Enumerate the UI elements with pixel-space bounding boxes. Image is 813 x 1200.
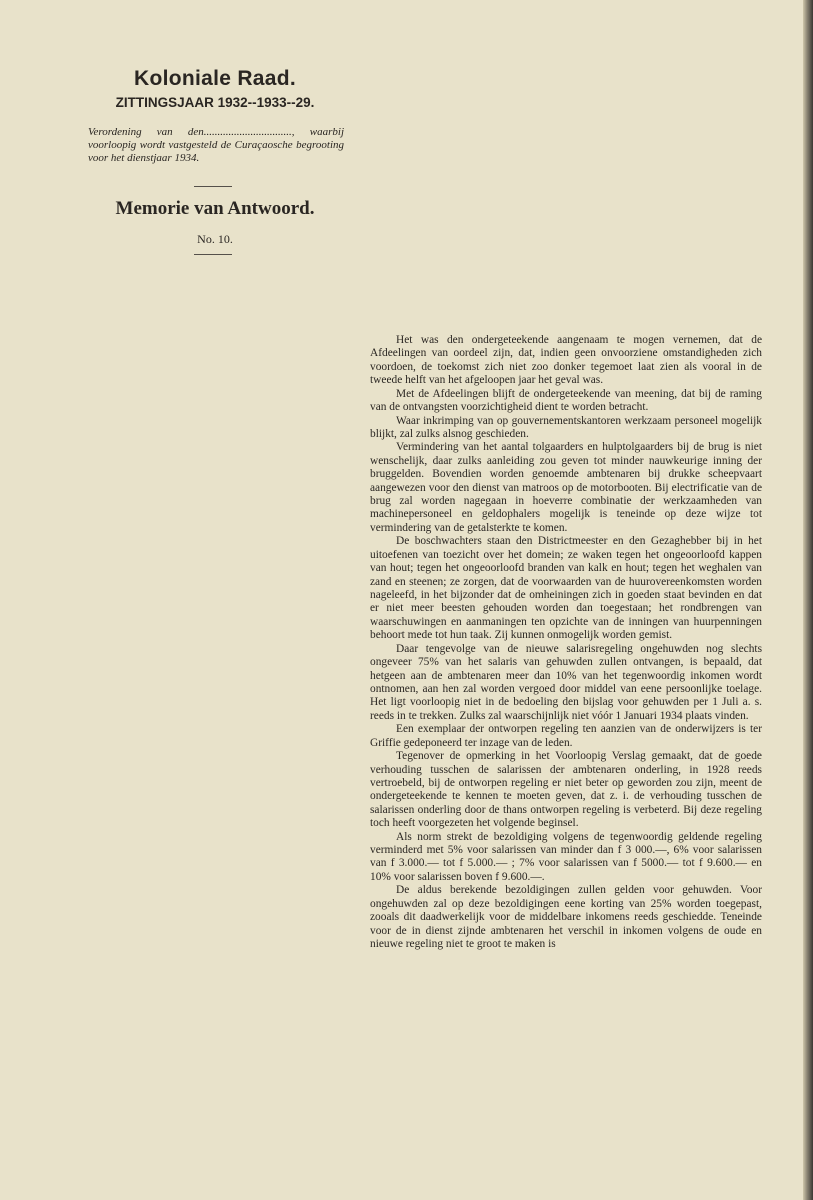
session-year: ZITTINGSJAAR 1932--1933--29. [115,95,315,110]
council-title: Koloniale Raad. [133,67,297,90]
paragraph: Daar tengevolge van de nieuwe salarisregeling ongehuwden nog slechts ongeveer 75% van het salaris van gehuwden zullen ontvangen, is bepaald, dat hetgeen aan de ambtenaren meer dan 10% van het tegenwoordig inkomen wordt ontnomen, aan hen zal worden vergoed door middel van eene persoonlijke toelage. Het ligt voorloopig niet in de bedoeling den bijslag voor gehuwden per 1 Juli a. s. reeds in te trekken. Zulks zal waarschijnlijk niet vóór 1 Januari 1934 plaats vinden. [370,642,762,722]
page-binding-edge [803,0,813,1200]
paragraph: Het was den ondergeteekende aangenaam te mogen vernemen, dat de Afdeelingen van oordeel zijn, dat, indien geen onvoorziene omstandigheden zich voordoen, de toekomst zich niet zoo donker tegemoet laat zien als vooral in de tweede helft van het afgeloopen jaar het geval was. [370,334,762,387]
paragraph: Als norm strekt de bezoldiging volgens de tegenwoordig geldende regeling verminderd met 5% voor salarissen van minder dan f 3 000.—, 6% voor salarissen van f 3.000.— tot f 5.000.— ; 7% voor salarissen van f 5000.— tot f 9.600.— en 10% voor salarissen boven f 9.600.—. [370,830,762,883]
paragraph: Een exemplaar der ontworpen regeling ten aanzien van de onderwijzers is ter Griffie gedeponeerd ter inzage van de leden. [370,723,762,749]
paragraph: Tegenover de opmerking in het Voorloopig Verslag gemaakt, dat de goede verhouding tusschen de salarissen der ambtenaren onderling, in 1928 reeds vertroebeld, bij de ontworpen regeling er niet beter op geworden zou zijn, meent de ondergeteekende te kennen te moeten geven, dat z. i. de verhouding tusschen de salarissen onderling door de thans ontworpen regeling is verbeterd. Bij deze regeling toch heeft voorgezeten het volgende beginsel. [370,750,762,830]
paragraph: De aldus berekende bezoldigingen zullen gelden voor gehuwden. Voor ongehuwden zal op deze bezoldigingen eene korting van 25% worden toegepast, zooals dit daadwerkelijk voor de middelbare inkomens reeds geschiedde. Teneinde voor de in dienst zijnde ambtenaren het verschil in inkomen volgens de oude en nieuwe regeling niet te groot te maken is [370,884,762,950]
memorie-heading: Memorie van Antwoord. [115,198,315,219]
paragraph: Waar inkrimping van op gouvernementskantoren werkzaam personeel mogelijk blijkt, zal zulks alsnog geschieden. [370,414,762,440]
divider-1 [194,186,232,187]
document-number: No. 10. [197,232,233,246]
paragraph: Met de Afdeelingen blijft de ondergeteekende van meening, dat bij de raming van de ontvangsten voorzichtigheid dient te worden betracht. [370,387,762,414]
paragraph: De boschwachters staan den Districtmeester en den Gezaghebber bij in het uitoefenen van toezicht over het domein; ze waken tegen het ongeoorloofd kappen van hout; tegen het ongeoorloofd branden van kalk en hout; tegen het weghalen van zand en steenen; ze zorgen, dat de voorwaarden van de huurovereenkomsten worden nageleefd, in het bijzonder dat de omheiningen zich in goeden staat bevinden en dat er niet meer beesten gehouden worden dan toegestaan; het rondbrengen van waarschuwingen en aanmaningen ten opzichte van de inningen van huurpenningen behoort mede tot hun taak. Zij kunnen onmogelijk worden gemist. [370,535,762,642]
divider-2 [194,254,232,255]
paragraph: Vermindering van het aantal tolgaarders en hulptolgaarders bij de brug is niet wenschelijk, daar zulks aanleiding zou geven tot minder nauwkeurige inning der bruggelden. Bovendien worden genoemde ambtenaren bij drukke scheepvaart aangewezen voor den dienst van matroos op de motorbooten. Bij electrificatie van de brug zal worden nagegaan in hoeverre combinatie der werkzaamheden van machinepersoneel en geldophalers mogelijk is teneinde op deze wijze tot vermindering van de getalsterkte te komen. [370,441,762,534]
ordinance-description: Verordening van den................................, waarbij voorloopig wordt vastgesteld de Curaçaosche begrooting voor het dienstjaar 1934. [88,126,344,164]
header-block [80,66,350,112]
body-text [370,334,762,951]
